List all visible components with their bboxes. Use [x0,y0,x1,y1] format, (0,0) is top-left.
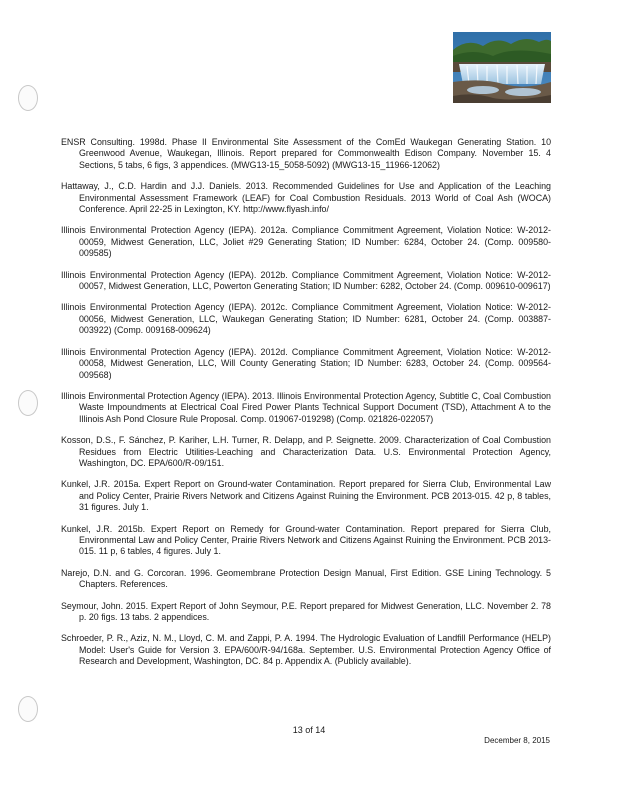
reference-entry: Hattaway, J., C.D. Hardin and J.J. Daniels. 2013. Recommended Guidelines for Use and Application of the Leaching Environmental Assessment Framework (LEAF) for Coal Combustion Residuals. 2013 World of Coal Ash (WOCA) Conference. April 22-25 in Lexington, KY. http://www.flyash.info/ [61,181,551,215]
reference-entry: Kunkel, J.R. 2015a. Expert Report on Ground-water Contamination. Report prepared for Sierra Club, Environmental Law and Policy Center, Prairie Rivers Network and Citizens Against Ruining the Environment. PCB 2013-015. 42 p, 8 tables, 31 figures. July 1. [61,479,551,513]
reference-entry: Illinois Environmental Protection Agency (IEPA). 2012d. Compliance Commitment Agreement, Violation Notice: W-2012-00058, Midwest Generation, LLC, Will County Generating Station; ID Number: 6283, October 24. (Comp. 009564-009568) [61,346,551,380]
reference-entry: Illinois Environmental Protection Agency (IEPA). 2012c. Compliance Commitment Agreement, Violation Notice: W-2012-00056, Midwest Generation, LLC, Waukegan Generating Station; ID Number: 6281, October 24. (Comp. 003887-003922) (Comp. 009168-009624) [61,302,551,336]
page-number: 13 of 14 [292,725,326,735]
reference-entry: Schroeder, P. R., Aziz, N. M., Lloyd, C. M. and Zappi, P. A. 1994. The Hydrologic Evaluation of Landfill Performance (HELP) Model: User's Guide for Version 3. EPA/600/R-94/168a. September. U.S. Environmental Protection Agency Office of Research and Development, Washington, DC. 84 p. Appendix A. (Publicly available). [61,633,551,667]
reference-entry: Seymour, John. 2015. Expert Report of John Seymour, P.E. Report prepared for Midwest Generation, LLC. November 2. 78 p. 20 figs. 13 tabs. 2 appendices. [61,600,551,622]
footer-date: December 8, 2015 [484,736,550,745]
reference-entry: Illinois Environmental Protection Agency (IEPA). 2012a. Compliance Commitment Agreement, Violation Notice: W-2012-00059, Midwest Generation, LLC, Joliet #29 Generating Station; ID Number: 6284, October 24. (Comp. 009580-009585) [61,225,551,259]
references-list [61,137,551,678]
waterfall-logo-graphic [453,32,551,103]
reference-entry: Illinois Environmental Protection Agency (IEPA). 2012b. Compliance Commitment Agreement, Violation Notice: W-2012-00057, Midwest Generation, LLC, Powerton Generating Station; ID Number: 6282, October 24. (Comp. 009610-009617) [61,269,551,292]
reference-entry: ENSR Consulting. 1998d. Phase II Environmental Site Assessment of the ComEd Waukegan Generating Station. 10 Greenwood Avenue, Waukegan, Illinois. Report prepared for Commonwealth Edison Company. November 15. 4 Sections, 5 tabs, 6 figs, 3 appendices. (MWG13-15_5058-5092) (MWG13-15_11966-12062) [61,137,551,170]
reference-entry: Narejo, D.N. and G. Corcoran. 1996. Geomembrane Protection Design Manual, First Edition. GSE Lining Technology. 5 Chapters. References. [61,567,551,590]
waterfall-logo-image [453,32,551,103]
punch-hole-bottom [18,696,38,722]
punch-hole-top [18,85,38,111]
punch-hole-middle [18,390,38,416]
reference-entry: Illinois Environmental Protection Agency (IEPA). 2013. Illinois Environmental Protection Agency, Subtitle C, Coal Combustion Waste Impoundments at Electrical Coal Fired Power Plants Technical Support Document (TSD), Attachment A to the Illinois Ash Pond Closure Rule Proposal. Comp. 019067-019298) (Comp. 021826-022057) [61,390,551,424]
reference-entry: Kunkel, J.R. 2015b. Expert Report on Remedy for Ground-water Contamination. Report prepared for Sierra Club, Environmental Law and Policy Center, Prairie Rivers Network and Citizens Against Ruining the Environment. PCB 2013-015. 11 p, 6 tables, 4 figures. July 1. [61,523,551,557]
reference-entry: Kosson, D.S., F. Sánchez, P. Kariher, L.H. Turner, R. Delapp, and P. Seignette. 2009. Characterization of Coal Combustion Residues from Electric Utilities-Leaching and Characterization Data. U.S. Environmental Protection Agency, Washington, DC. EPA/600/R-09/151. [61,435,551,468]
